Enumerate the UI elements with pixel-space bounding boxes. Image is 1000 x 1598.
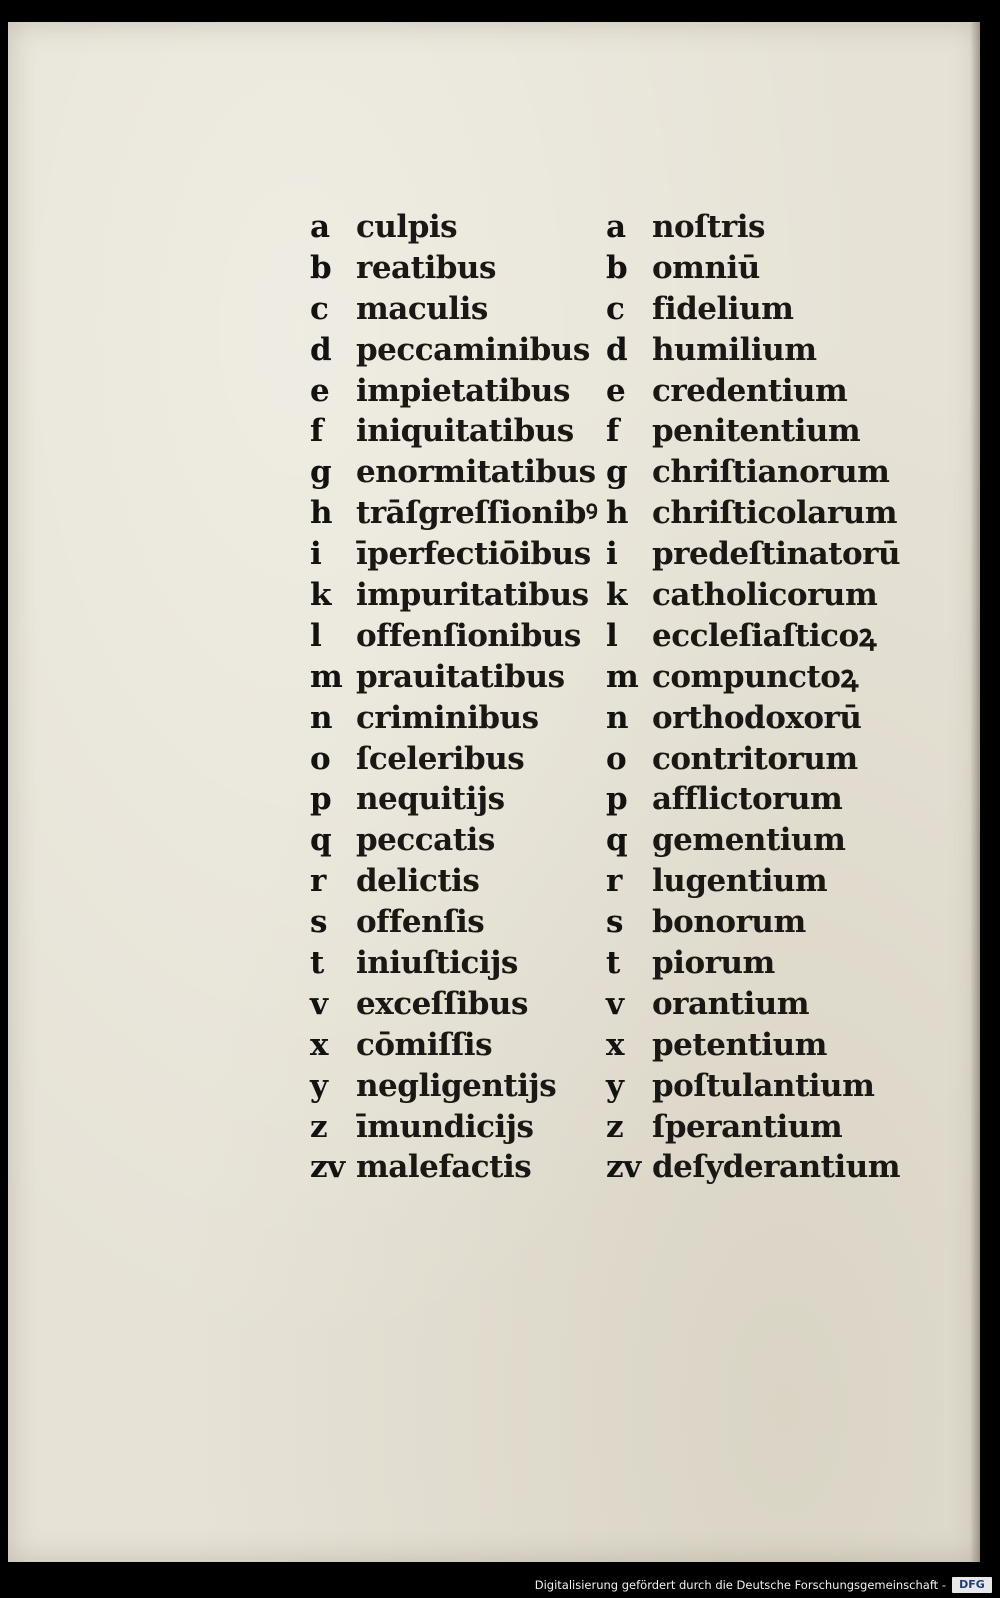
row-word: criminibus xyxy=(356,699,539,736)
row-letter: y xyxy=(606,1067,624,1104)
row-word: contritorum xyxy=(652,740,858,777)
row-letter: h xyxy=(310,495,333,532)
list-item xyxy=(306,943,606,984)
row-letter: s xyxy=(606,904,623,941)
list-item xyxy=(306,411,606,452)
list-item xyxy=(306,861,606,902)
row-letter: x xyxy=(310,1026,328,1063)
row-word: nequitijs xyxy=(356,781,505,818)
list-item xyxy=(606,1107,926,1148)
row-letter: k xyxy=(310,577,331,614)
row-letter: r xyxy=(310,863,326,900)
list-item xyxy=(306,779,606,820)
list-item xyxy=(306,493,606,534)
row-letter: h xyxy=(606,495,629,532)
row-word: negligentijs xyxy=(356,1067,557,1104)
row-word: ſperantium xyxy=(652,1108,843,1145)
row-word: impietatibus xyxy=(356,372,570,409)
row-letter: a xyxy=(310,209,330,245)
row-word: prauitatibus xyxy=(356,658,565,695)
row-letter: r xyxy=(606,863,622,900)
row-word: piorum xyxy=(652,945,775,982)
list-item xyxy=(606,207,926,248)
row-letter: d xyxy=(310,331,332,368)
list-item xyxy=(606,1066,926,1107)
row-letter: y xyxy=(310,1067,328,1104)
row-word: peccatis xyxy=(356,822,495,859)
row-word: catholicorum xyxy=(652,577,878,614)
row-word: maculis xyxy=(356,290,488,327)
manuscript-page xyxy=(8,22,980,1562)
row-word: omniū xyxy=(652,249,760,286)
list-item xyxy=(606,575,926,616)
row-word: īmundicijs xyxy=(356,1108,534,1145)
row-word: impuritatibus xyxy=(356,577,589,614)
list-item xyxy=(606,1025,926,1066)
row-letter: v xyxy=(606,985,624,1022)
row-letter: c xyxy=(310,290,329,327)
list-item xyxy=(306,534,606,575)
list-item xyxy=(306,984,606,1025)
dfg-logo-icon: DFG xyxy=(952,1577,992,1593)
row-letter: f xyxy=(606,413,619,450)
list-item xyxy=(606,248,926,289)
list-item xyxy=(306,575,606,616)
row-word: humilium xyxy=(652,331,817,368)
list-item xyxy=(606,820,926,861)
list-item xyxy=(606,657,926,698)
row-word: penitentium xyxy=(652,413,861,450)
row-letter: z xyxy=(310,1108,328,1145)
row-letter: q xyxy=(606,822,628,859)
row-letter: v xyxy=(310,985,328,1022)
row-word: chriſtianorum xyxy=(652,454,890,491)
list-item xyxy=(606,984,926,1025)
row-letter: zv xyxy=(310,1149,345,1186)
row-word: gementium xyxy=(652,822,846,859)
row-word: chriſticolarum xyxy=(652,495,898,532)
row-word: lugentium xyxy=(652,863,828,900)
left-word-column xyxy=(306,207,606,1188)
list-item xyxy=(606,411,926,452)
list-item xyxy=(606,1147,926,1188)
row-letter: q xyxy=(310,822,332,859)
list-item xyxy=(306,289,606,330)
row-letter: b xyxy=(310,249,332,286)
row-word: reatibus xyxy=(356,249,496,286)
row-word: bonorum xyxy=(652,904,806,941)
row-word: offenſionibus xyxy=(356,617,581,654)
list-item xyxy=(306,248,606,289)
row-word: ſceleribus xyxy=(356,740,525,777)
list-item xyxy=(306,207,606,248)
list-item xyxy=(606,534,926,575)
funding-credit: Digitalisierung gefördert durch die Deutsche Forschungsgemeinschaft - xyxy=(534,1578,946,1592)
row-letter: x xyxy=(606,1026,624,1063)
row-word: afflictorum xyxy=(652,781,843,818)
row-word: culpis xyxy=(356,209,458,245)
row-letter: s xyxy=(310,904,327,941)
row-letter: n xyxy=(310,699,333,736)
row-letter: p xyxy=(310,781,332,818)
list-item xyxy=(606,616,926,657)
row-word: iniquitatibus xyxy=(356,413,574,450)
row-word: delictis xyxy=(356,863,480,900)
row-word: offenſis xyxy=(356,904,485,941)
row-letter: d xyxy=(606,331,628,368)
row-letter: f xyxy=(310,413,323,450)
row-word: trāſgreſſionibꝰ xyxy=(356,495,598,532)
row-letter: o xyxy=(606,740,627,777)
list-item xyxy=(606,371,926,412)
row-word: iniuſticijs xyxy=(356,945,518,982)
row-letter: o xyxy=(310,740,331,777)
row-letter: z xyxy=(606,1108,624,1145)
row-letter: l xyxy=(606,617,618,654)
list-item xyxy=(606,698,926,739)
list-item xyxy=(606,493,926,534)
row-word: predeſtinatorū xyxy=(652,536,901,573)
row-letter: i xyxy=(606,536,618,573)
row-word: deſyderantium xyxy=(652,1149,901,1186)
list-item xyxy=(306,739,606,780)
row-letter: k xyxy=(606,577,627,614)
right-word-column xyxy=(606,207,926,1188)
row-word: orantium xyxy=(652,985,810,1022)
list-item xyxy=(606,943,926,984)
row-word: malefactis xyxy=(356,1149,532,1186)
row-word: petentium xyxy=(652,1026,827,1063)
row-letter: l xyxy=(310,617,322,654)
list-item xyxy=(606,289,926,330)
row-letter: t xyxy=(310,945,324,982)
list-item xyxy=(306,1066,606,1107)
row-word: exceſſibus xyxy=(356,985,528,1022)
row-letter: e xyxy=(310,372,330,409)
list-item xyxy=(306,902,606,943)
row-letter: g xyxy=(606,454,628,491)
list-item xyxy=(606,779,926,820)
row-letter: b xyxy=(606,249,628,286)
list-item xyxy=(306,452,606,493)
list-item xyxy=(606,861,926,902)
row-letter: zv xyxy=(606,1149,641,1186)
list-item xyxy=(306,371,606,412)
row-letter: p xyxy=(606,781,628,818)
list-item xyxy=(306,616,606,657)
row-letter: m xyxy=(310,658,343,695)
row-letter: g xyxy=(310,454,332,491)
row-word: īperfectiōibus xyxy=(356,536,591,573)
list-item xyxy=(306,820,606,861)
row-word: enormitatibus xyxy=(356,454,596,491)
row-word: cōmiſſis xyxy=(356,1026,493,1063)
list-item xyxy=(306,657,606,698)
row-letter: a xyxy=(606,209,626,245)
row-word: poſtulantium xyxy=(652,1067,875,1104)
row-word: peccaminibus xyxy=(356,331,590,368)
row-letter: c xyxy=(606,290,625,327)
row-letter: n xyxy=(606,699,629,736)
list-item xyxy=(306,698,606,739)
footer-bar xyxy=(0,1562,1000,1598)
row-word: noſtris xyxy=(652,209,765,245)
row-letter: m xyxy=(606,658,639,695)
row-word: fidelium xyxy=(652,290,794,327)
list-item xyxy=(306,1025,606,1066)
row-letter: e xyxy=(606,372,626,409)
page-edge-shadow xyxy=(970,22,980,1562)
list-item xyxy=(606,330,926,371)
row-word: compunctoꝝ xyxy=(652,658,858,695)
list-item xyxy=(306,1107,606,1148)
list-item xyxy=(306,330,606,371)
row-letter: i xyxy=(310,536,322,573)
list-item xyxy=(606,452,926,493)
list-item xyxy=(606,739,926,780)
list-item xyxy=(606,902,926,943)
row-word: credentium xyxy=(652,372,848,409)
row-word: orthodoxorū xyxy=(652,699,862,736)
row-word: eccleſiaſticoꝝ xyxy=(652,617,877,654)
row-letter: t xyxy=(606,945,620,982)
list-item xyxy=(306,1147,606,1188)
